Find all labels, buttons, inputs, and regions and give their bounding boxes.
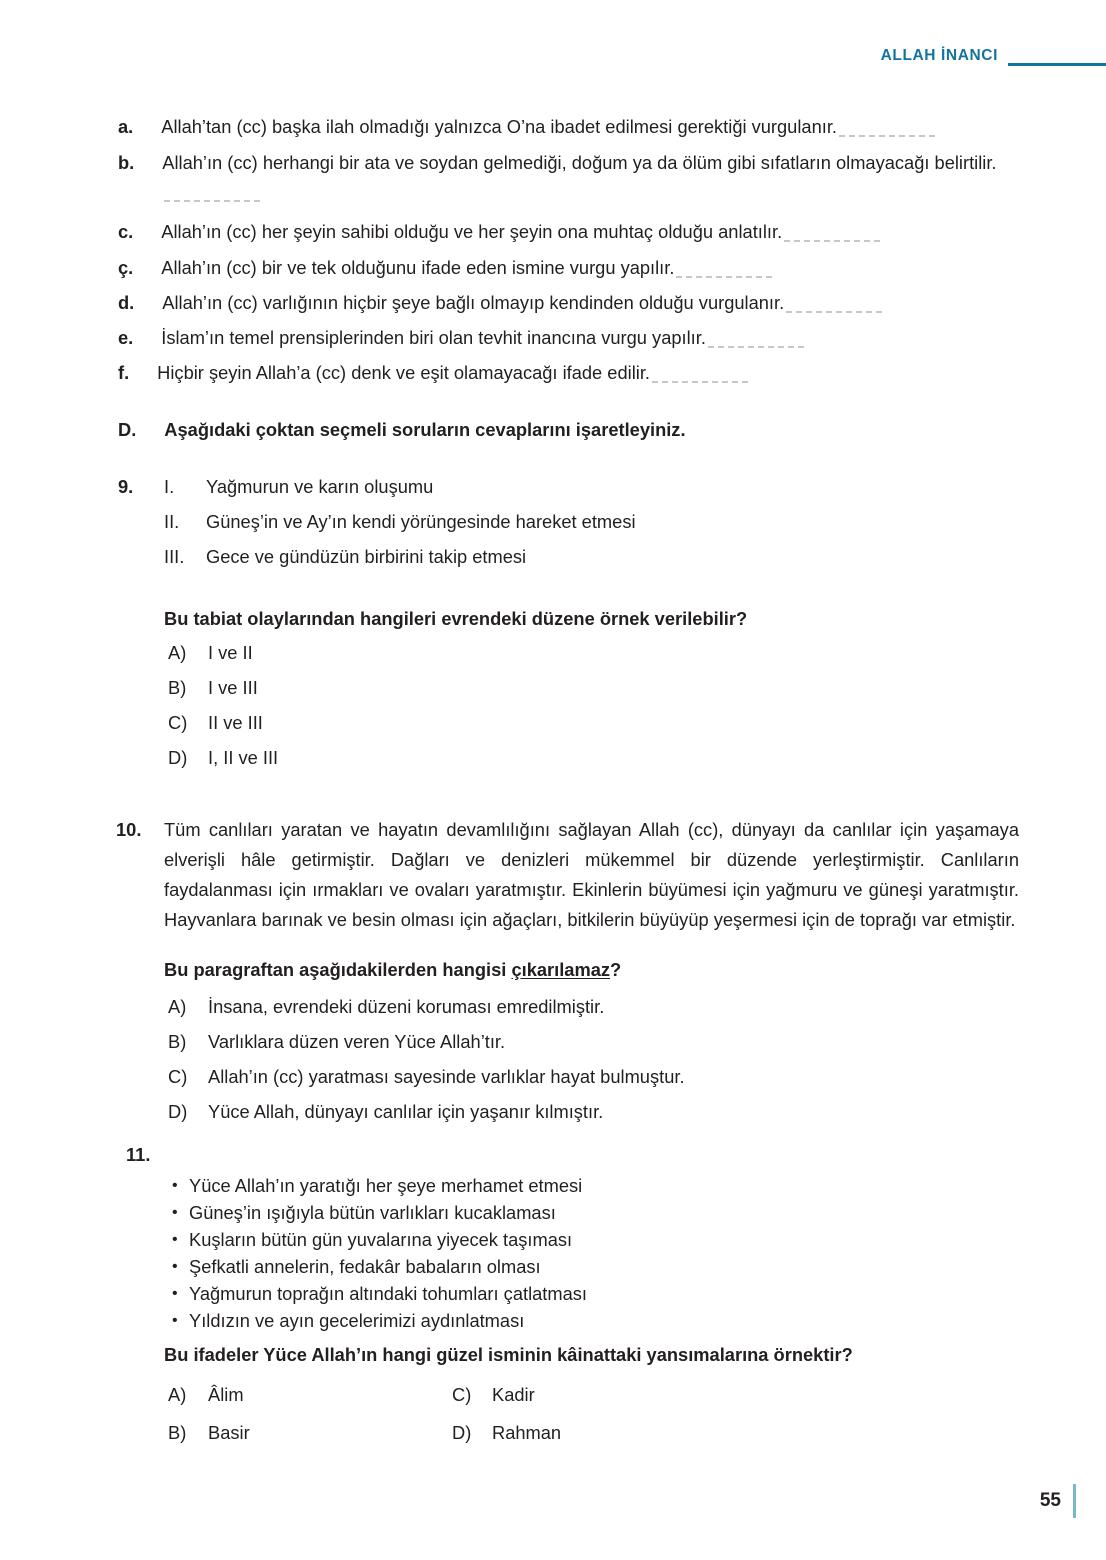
question-9-option-d[interactable] (168, 743, 668, 772)
option-key: A) (168, 1384, 187, 1405)
list-item (118, 288, 1018, 317)
question-9-option-b[interactable] (168, 673, 668, 702)
list-item: • Güneş’in ışığıyla bütün varlıkları kucaklaması (172, 1199, 932, 1226)
list-text: Allah’ın (cc) herhangi bir ata ve soydan gelmediği, doğum ya da ölüm gibi sıfatların olmayacağı belirtilir. (162, 148, 1018, 206)
roman-text: Güneş’in ve Ay’ın kendi yörüngesinde hareket etmesi (206, 511, 636, 532)
question-10-option-a[interactable] (168, 992, 868, 1021)
option-key: B) (168, 1031, 187, 1052)
option-text: Kadir (492, 1384, 535, 1405)
question-11-number (126, 1140, 150, 1169)
page-footer (0, 1484, 1106, 1518)
list-item: • Yüce Allah’ın yaratığı her şeye merhamet etmesi (172, 1172, 932, 1199)
list-text: Allah’tan (cc) başka ilah olmadığı yalnızca O’na ibadet edilmesi gerektiği vurgulanır. (161, 112, 1018, 141)
list-marker: c. (118, 221, 134, 242)
list-text: Allah’ın (cc) her şeyin sahibi olduğu ve her şeyin ona muhtaç olduğu anlatılır. (161, 217, 1018, 246)
question-11-option-c[interactable] (452, 1380, 712, 1409)
question-10-paragraph: Tüm canlıları yaratan ve hayatın devamlılığını sağlayan Allah (cc), dünyayı da canlılar için yaşamaya elverişli hâle getirmiştir. Dağları ve denizleri mükemmel bir düzende yerleştirmiştir. Canlıların faydalanması için ırmakları ve ovaları yaratmıştır. Ekinlerin büyümesi için yağmuru ve güneşi yaratmıştır. Hayvanlara barınak ve besin olması için ağaçları, bitkilerin büyüyüp yeşermesi için de toprağı var etmiştir. (164, 819, 1019, 930)
roman-numeral: II. (164, 511, 180, 532)
section-heading-d (118, 415, 1018, 444)
list-item (118, 148, 1018, 206)
question-11-stem: Bu ifadeler Yüce Allah’ın hangi güzel isminin kâinattaki yansımalarına örnektir? (164, 1344, 853, 1365)
question-number: 11. (126, 1144, 151, 1165)
list-marker: d. (118, 292, 135, 313)
question-10-option-d[interactable] (168, 1097, 868, 1126)
option-text: Varlıklara düzen veren Yüce Allah’tır. (208, 1031, 506, 1052)
list-marker: b. (118, 152, 135, 173)
footer-rule (1073, 1484, 1076, 1518)
question-11-option-a[interactable] (168, 1380, 428, 1409)
answer-blank[interactable] (164, 190, 260, 202)
stem-emphasis: çıkarılamaz (511, 959, 611, 980)
list-marker: a. (118, 116, 134, 137)
list-marker: f. (118, 362, 130, 383)
running-header (0, 40, 1106, 74)
question-9-stem: Bu tabiat olaylarından hangileri evrendeki düzene örnek verilebilir? (164, 608, 748, 629)
option-text: I, II ve III (208, 747, 279, 768)
question-number: 9. (118, 476, 134, 497)
roman-text: Gece ve gündüzün birbirini takip etmesi (206, 546, 527, 567)
roman-item (164, 507, 964, 536)
page-number: 55 (1039, 1490, 1061, 1511)
option-key: A) (168, 996, 187, 1017)
list-text: Allah’ın (cc) bir ve tek olduğunu ifade eden ismine vurgu yapılır. (161, 253, 1018, 282)
option-text: Rahman (492, 1422, 562, 1443)
header-title: ALLAH İNANCI (880, 47, 998, 64)
answer-blank[interactable] (786, 301, 882, 313)
list-item (118, 253, 1018, 282)
question-10-stem (164, 955, 1004, 984)
option-key: D) (168, 1101, 188, 1122)
stem-suffix: ? (610, 959, 622, 980)
list-marker: e. (118, 327, 134, 348)
option-text: Allah’ın (cc) yaratması sayesinde varlıklar hayat bulmuştur. (208, 1066, 685, 1087)
list-item (118, 323, 1018, 352)
option-key: C) (452, 1384, 472, 1405)
option-key: C) (168, 712, 188, 733)
list-marker: ç. (118, 257, 134, 278)
stem-prefix: Bu paragraftan aşağıdakilerden hangisi (164, 959, 512, 980)
question-11-option-d[interactable] (452, 1418, 712, 1447)
question-9-option-a[interactable] (168, 638, 668, 667)
question-9-number (118, 472, 133, 501)
roman-item (164, 542, 964, 571)
option-text: I ve II (208, 642, 253, 663)
list-text: Allah’ın (cc) varlığının hiçbir şeye bağlı olmayıp kendinden olduğu vurgulanır. (162, 288, 1018, 317)
option-key: D) (452, 1422, 472, 1443)
question-11-bullet-list (172, 1172, 932, 1334)
answer-blank[interactable] (652, 371, 748, 383)
list-item (118, 358, 1018, 387)
list-item (118, 217, 1018, 246)
roman-numeral: I. (164, 476, 175, 497)
question-10-option-b[interactable] (168, 1027, 868, 1056)
option-text: Basir (208, 1422, 250, 1443)
answer-blank[interactable] (708, 336, 804, 348)
roman-item (164, 472, 964, 501)
question-10-option-c[interactable] (168, 1062, 868, 1091)
option-text: İnsana, evrendeki düzeni koruması emredilmiştir. (208, 996, 605, 1017)
question-10-number (116, 815, 141, 844)
answer-blank[interactable] (784, 230, 880, 242)
list-item: • Kuşların bütün gün yuvalarına yiyecek taşıması (172, 1226, 932, 1253)
roman-numeral: III. (164, 546, 185, 567)
list-text: Hiçbir şeyin Allah’a (cc) denk ve eşit olamayacağı ifade edilir. (157, 358, 1018, 387)
list-item: • Yağmurun toprağın altındaki tohumları çatlatması (172, 1280, 932, 1307)
option-text: Yüce Allah, dünyayı canlılar için yaşanır kılmıştır. (208, 1101, 604, 1122)
option-key: B) (168, 1422, 187, 1443)
section-title: Aşağıdaki çoktan seçmeli soruların cevaplarını işaretleyiniz. (164, 419, 686, 440)
question-11-option-b[interactable] (168, 1418, 428, 1447)
option-text: I ve III (208, 677, 258, 698)
question-9-option-c[interactable] (168, 708, 668, 737)
option-text: Âlim (208, 1384, 244, 1405)
list-item: • Şefkatli annelerin, fedakâr babaların olması (172, 1253, 932, 1280)
roman-text: Yağmurun ve karın oluşumu (206, 476, 434, 497)
option-key: D) (168, 747, 188, 768)
list-item (118, 112, 1018, 141)
section-marker: D. (118, 419, 137, 440)
option-key: B) (168, 677, 187, 698)
option-key: A) (168, 642, 187, 663)
question-number: 10. (116, 819, 142, 840)
option-text: II ve III (208, 712, 263, 733)
answer-blank[interactable] (839, 125, 935, 137)
list-text: İslam’ın temel prensiplerinden biri olan tevhit inancına vurgu yapılır. (161, 323, 1018, 352)
option-key: C) (168, 1066, 188, 1087)
header-rule (1008, 63, 1106, 66)
answer-blank[interactable] (676, 266, 772, 278)
list-item: • Yıldızın ve ayın gecelerimizi aydınlatması (172, 1307, 932, 1334)
